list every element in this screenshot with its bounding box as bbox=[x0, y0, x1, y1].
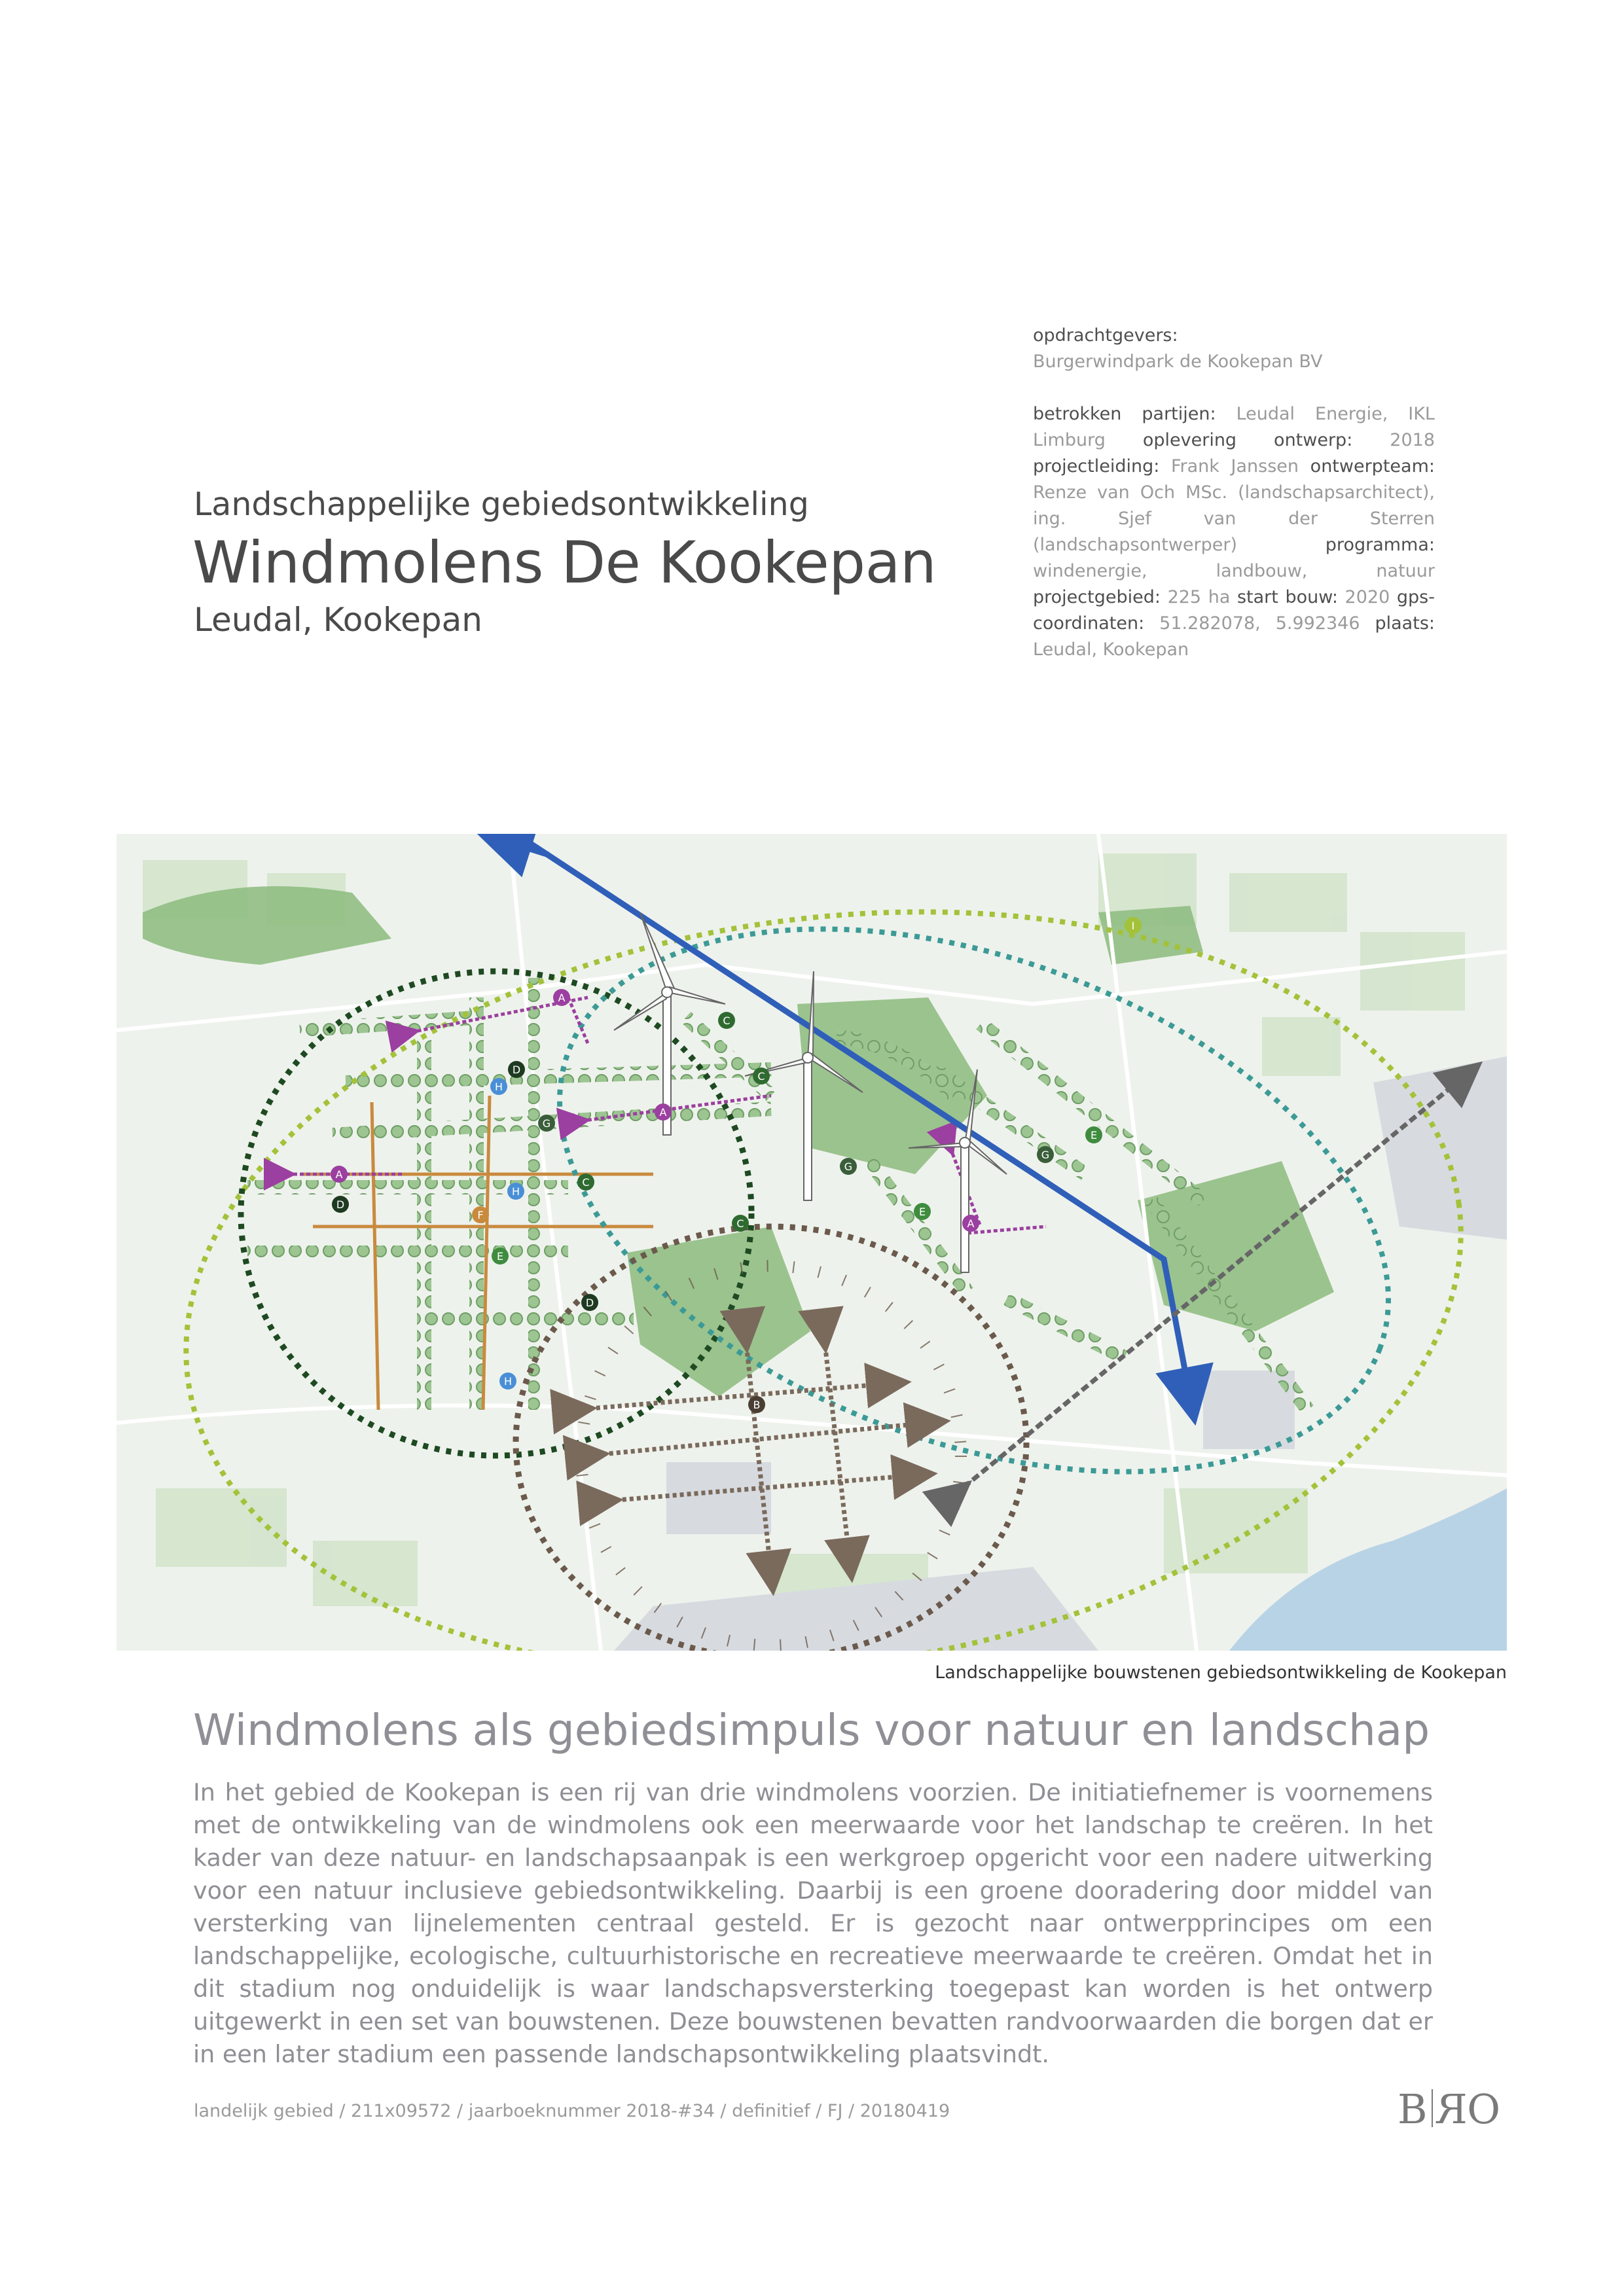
client-label: opdrachtgevers: bbox=[1033, 325, 1178, 346]
map-marker-A bbox=[331, 1166, 348, 1183]
area-value: 225 ha bbox=[1167, 587, 1231, 607]
svg-text:A: A bbox=[659, 1106, 667, 1119]
bro-logo: B RO bbox=[1398, 2085, 1502, 2133]
map-marker-A bbox=[962, 1215, 979, 1232]
svg-text:D: D bbox=[512, 1064, 521, 1076]
page-subtitle: Landschappelijke gebiedsontwikkeling bbox=[194, 486, 809, 523]
svg-text:E: E bbox=[1090, 1129, 1098, 1141]
area-label: projectgebied: bbox=[1033, 587, 1161, 607]
map-marker-G bbox=[840, 1158, 857, 1175]
map-marker-F bbox=[472, 1206, 489, 1223]
svg-text:A: A bbox=[967, 1217, 975, 1230]
footer-reference: landelijk gebied / 211x09572 / jaarboeknummer 2018-#34 / definitief / FJ / 20180419 bbox=[194, 2101, 950, 2121]
parties-value: Leudal Energie, IKL Limburg bbox=[1033, 404, 1435, 450]
place-label: plaats: bbox=[1375, 613, 1435, 634]
map-marker-D bbox=[581, 1294, 598, 1311]
map-marker-E bbox=[914, 1203, 931, 1220]
map-marker-D bbox=[508, 1061, 525, 1078]
svg-text:B: B bbox=[753, 1399, 761, 1411]
map-marker-C bbox=[577, 1174, 594, 1191]
delivery-label: oplevering ontwerp: bbox=[1142, 430, 1353, 450]
team-label: ontwerpteam: bbox=[1310, 456, 1435, 476]
delivery-value: 2018 bbox=[1390, 430, 1435, 450]
start-label: start bouw: bbox=[1236, 587, 1338, 607]
map-marker-H bbox=[490, 1078, 507, 1095]
svg-text:E: E bbox=[918, 1206, 926, 1218]
map-marker-G bbox=[1037, 1146, 1054, 1163]
map-marker-G bbox=[538, 1115, 555, 1132]
map-marker-B bbox=[748, 1396, 765, 1413]
project-location: Leudal, Kookepan bbox=[194, 601, 482, 639]
map-marker-C bbox=[732, 1215, 749, 1232]
svg-text:D: D bbox=[585, 1297, 594, 1309]
lead-label: projectleiding: bbox=[1033, 456, 1160, 476]
place-value: Leudal, Kookepan bbox=[1033, 639, 1189, 660]
map-marker-I bbox=[1125, 917, 1142, 934]
map-marker-E bbox=[1085, 1126, 1102, 1143]
svg-text:C: C bbox=[723, 1014, 731, 1027]
page-title: Windmolens De Kookepan bbox=[192, 529, 937, 596]
section-body: In het gebied de Kookepan is een rij van drie windmolens voorzien. De initiatiefnemer is voornemens met de ontwikkeling van de windmolens ook een meerwaarde voor het landschap te creëren. In het kader van deze natuur- en landschapsaanpak is een werkgroep opgericht voor een nadere uitwerking voor een natuur inclusieve gebiedsontwikkeling. Daarbij is een groene dooradering door middel van versterking van lijnelementen centraal gesteld. Er is gezocht naar ontwerpprincipes om een landschappelijke, ecologische, cultuurhistorische en recreatieve meerwaarde te creëren. Omdat het in dit stadium nog onduidelijk is waar landschapsversterking toegepast kan worden is het ontwerp uitgewerkt in een set van bouwstenen. Deze bouwstenen bevatten randvoorwaarden die borgen dat er in een later stadium een passende landschapsontwikkeling plaatsvindt. bbox=[193, 1778, 1433, 2068]
svg-text:C: C bbox=[757, 1070, 765, 1083]
svg-text:D: D bbox=[336, 1198, 345, 1211]
svg-text:A: A bbox=[335, 1168, 343, 1181]
section-heading: Windmolens als gebiedsimpuls voor natuur en landschap bbox=[193, 1705, 1430, 1755]
svg-text:H: H bbox=[503, 1375, 513, 1388]
svg-text:A: A bbox=[558, 992, 566, 1004]
svg-text:G: G bbox=[844, 1160, 853, 1173]
map-marker-H bbox=[507, 1183, 524, 1200]
map-marker-A bbox=[553, 989, 570, 1006]
map-marker-E bbox=[492, 1247, 509, 1265]
svg-text:G: G bbox=[542, 1117, 551, 1130]
svg-text:H: H bbox=[494, 1081, 503, 1093]
landscape-map bbox=[117, 834, 1507, 1651]
map-marker-H bbox=[499, 1372, 516, 1390]
svg-text:I: I bbox=[1131, 920, 1135, 932]
start-value: 2020 bbox=[1344, 587, 1390, 607]
svg-text:F: F bbox=[477, 1209, 484, 1221]
svg-text:G: G bbox=[1041, 1149, 1050, 1161]
map-marker-C bbox=[718, 1012, 735, 1029]
program-label: programma: bbox=[1325, 535, 1435, 555]
svg-text:H: H bbox=[511, 1185, 520, 1198]
gps-value: 51.282078, 5.992346 bbox=[1159, 613, 1360, 634]
map-marker-D bbox=[332, 1196, 349, 1213]
team-value: Renze van Och MSc. (landschapsarchitect), ing. Sjef van der Sterren (landschapsontwerper) bbox=[1033, 482, 1435, 555]
client-value: Burgerwindpark de Kookepan BV bbox=[1033, 351, 1323, 372]
map-caption: Landschappelijke bouwstenen gebiedsontwikkeling de Kookepan bbox=[935, 1662, 1507, 1683]
svg-text:C: C bbox=[736, 1217, 744, 1230]
parties-label: betrokken partijen: bbox=[1033, 404, 1216, 424]
lead-value: Frank Janssen bbox=[1170, 456, 1299, 476]
project-details bbox=[1033, 401, 1435, 663]
program-value: windenergie, landbouw, natuur bbox=[1033, 561, 1435, 581]
client-block bbox=[1033, 323, 1435, 375]
gps-label: gps-coordinaten: bbox=[1033, 587, 1435, 634]
map-marker-A bbox=[655, 1103, 672, 1121]
project-metadata bbox=[1033, 323, 1435, 663]
svg-text:E: E bbox=[496, 1250, 504, 1263]
map-marker-C bbox=[753, 1067, 770, 1085]
svg-text:C: C bbox=[582, 1176, 590, 1189]
